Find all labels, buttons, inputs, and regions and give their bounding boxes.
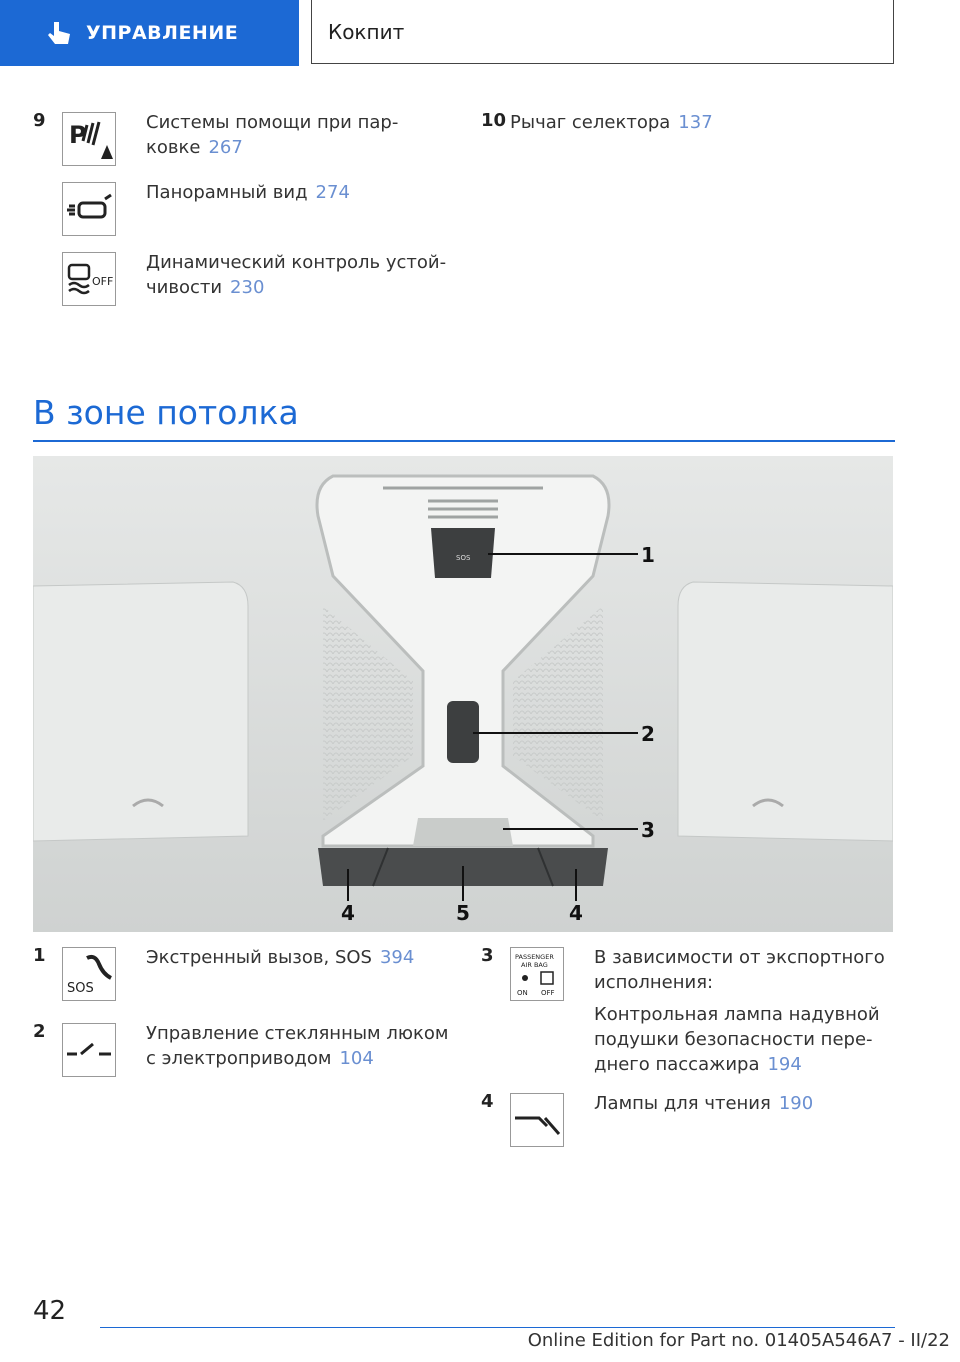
footer-edition: Online Edition for Part no. 01405A546A7 - II/22 — [527, 1330, 950, 1351]
item-text: Управление стеклянным люком с электроприводом 104 — [146, 1023, 449, 1069]
svg-text:ON: ON — [517, 989, 528, 997]
item-text: Системы помощи при пар- ковке 267 — [146, 112, 399, 158]
svg-text:PASSENGER: PASSENGER — [515, 953, 554, 961]
dsc-off-icon — [62, 252, 116, 306]
svg-text:OFF: OFF — [541, 989, 555, 997]
reading-lamp-icon — [510, 1093, 564, 1147]
hand-pointer-icon — [40, 18, 80, 48]
page-ref-link[interactable]: 394 — [379, 947, 415, 968]
footer-divider — [100, 1327, 895, 1328]
page-ref-link[interactable]: 230 — [230, 277, 265, 298]
sos-icon — [62, 947, 116, 1001]
ceiling-console-photo — [33, 456, 893, 932]
svg-text:AIR BAG: AIR BAG — [521, 961, 548, 969]
page-ref-link[interactable]: 274 — [315, 182, 350, 203]
panorama-view-icon — [62, 182, 116, 236]
page-ref-link[interactable]: 267 — [208, 137, 243, 158]
section-tab[interactable] — [0, 0, 299, 66]
page-ref-link[interactable]: 137 — [678, 112, 713, 133]
svg-text:4: 4 — [341, 901, 355, 925]
svg-text:SOS: SOS — [67, 981, 94, 996]
sunroof-icon — [62, 1023, 116, 1077]
page-ref-link[interactable]: 194 — [767, 1054, 802, 1075]
svg-text:4: 4 — [569, 901, 583, 925]
item-text: Лампы для чтения 190 — [594, 1093, 814, 1114]
item-number: 3 — [481, 945, 494, 966]
section-label: УПРАВЛЕНИЕ — [86, 22, 239, 44]
item-text: Контрольная лампа надувной подушки безопасности пере- днего пассажира 194 — [594, 1004, 880, 1075]
parking-assistant-icon — [62, 112, 116, 166]
svg-text:3: 3 — [641, 818, 655, 842]
item-number: 10 — [481, 110, 507, 131]
page-number: 42 — [33, 1296, 67, 1326]
section-divider — [33, 440, 895, 442]
item-number: 2 — [33, 1021, 46, 1042]
item-text: В зависимости от экспортного исполнения: — [594, 947, 885, 993]
item-number: 4 — [481, 1091, 494, 1112]
page-label: Кокпит — [328, 19, 405, 44]
svg-text:1: 1 — [641, 543, 655, 567]
item-text: Экстренный вызов, SOS 394 — [146, 947, 415, 968]
passenger-airbag-icon — [510, 947, 564, 1001]
page-ref-link[interactable]: 190 — [778, 1093, 814, 1114]
item-number: 9 — [33, 110, 46, 131]
section-title: В зоне потолка — [33, 393, 299, 432]
svg-text:SOS: SOS — [456, 554, 471, 562]
item-text: Панорамный вид 274 — [146, 182, 350, 203]
svg-text:5: 5 — [456, 901, 470, 925]
page-ref-link[interactable]: 104 — [339, 1048, 374, 1069]
svg-text:P: P — [69, 121, 87, 149]
item-number: 1 — [33, 945, 46, 966]
page-label-box — [311, 0, 894, 64]
item-text: Динамический контроль устой- чивости 230 — [146, 252, 447, 298]
item-text: Рычаг селектора 137 — [510, 112, 713, 133]
svg-text:OFF: OFF — [92, 275, 114, 288]
svg-text:2: 2 — [641, 722, 655, 746]
